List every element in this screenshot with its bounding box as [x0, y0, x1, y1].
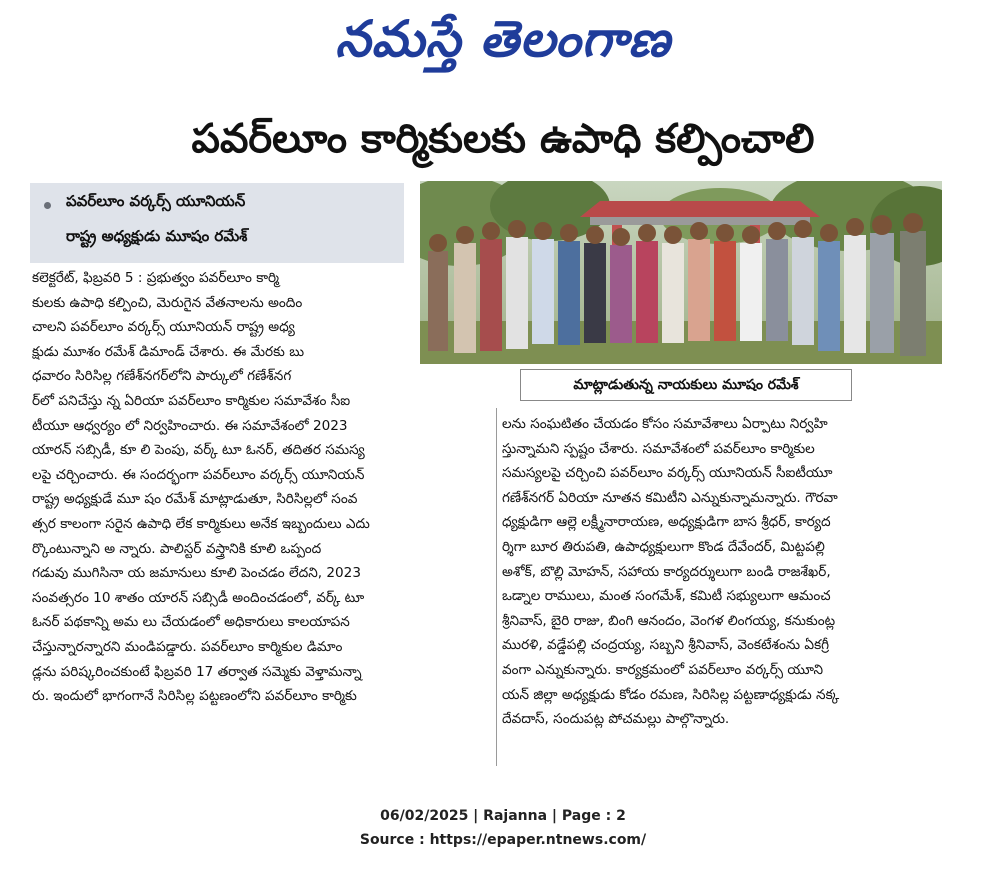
text-line: చాలని పవర్‌లూం వర్కర్స్ యూనియన్ రాష్ట్ర అధ్య	[32, 319, 295, 336]
text-line: ఓనర్ పథకాన్ని అమ లు చేయడంలో అధికారులు కాలయాపన	[32, 614, 350, 631]
text-line: సంవత్సరం 10 శాతం యారన్ సబ్సిడీ అందించడంలో, వర్క్ టూ	[32, 589, 365, 606]
footer-date-edition: 06/02/2025 | Rajanna | Page : 2	[380, 808, 626, 824]
text-line: ర్కొంటున్నాని అ న్నారు. పాలిస్టర్ వస్త్రానికి కూలి ఒప్పంద	[32, 540, 322, 557]
subhead-line-1: పవర్‌లూం వర్కర్స్ యూనియన్	[66, 192, 246, 210]
text-line: టీయూ ఆధ్వర్యం లో నిర్వహించారు. ఈ సమావేశంలో 2023	[32, 417, 348, 434]
text-line: లను సంఘటితం చేయడం కోసం సమావేశాలు ఏర్పాటు నిర్వహి	[502, 416, 828, 432]
text-line: శ్రీనివాస్, బైరి రాజు, బింగి ఆనందం, వెంగళ లింగయ్య, కనుకుంట్ల	[502, 612, 836, 629]
newspaper-masthead: నమస్తే తెలంగాణ	[335, 10, 671, 68]
article-column-left	[32, 266, 492, 709]
text-line: ర్శిగా బూర తిరుపతి, ఉపాధ్యక్షులుగా కొండ దేవేందర్, మిట్టపల్లి	[502, 538, 825, 555]
text-line: త్సర కాలంగా సరైన ఉపాధి లేక కార్మికులు అనేక ఇబ్బందులు ఎదు	[32, 515, 370, 532]
text-line: లపై చర్చించారు. ఈ సందర్భంగా పవర్‌లూం వర్కర్స్ యూనియన్	[32, 466, 365, 483]
text-line: క్షుడు మూశం రమేశ్ డిమాండ్ చేశారు. ఈ మేరకు బు	[32, 343, 305, 360]
text-line: ర్‌లో పనిచేస్తు న్న ఏరియా పవర్‌లూం కార్మికుల సమావేశం సీఐ	[32, 392, 351, 409]
text-line: మురళి, వడ్డేపల్లి చంద్రయ్య, సబ్బని శ్రీనివాస్, వెంకటేశంను ఏకగ్రీ	[502, 637, 830, 654]
article-headline: పవర్‌లూం కార్మికులకు ఉపాధి కల్పించాలి	[191, 116, 815, 162]
column-divider	[496, 408, 497, 766]
text-line: దేవదాస్, సందుపట్ల పోచమల్లు పాల్గొన్నారు.	[502, 711, 730, 728]
subhead-box	[30, 183, 404, 263]
article-photo	[420, 181, 942, 364]
text-line: స్తున్నామని స్పష్టం చేశారు. సమావేశంలో పవర్‌లూం కార్మికుల	[502, 440, 815, 457]
text-line: గడువు ముగిసినా య జమానులు కూలి పెంచడం లేదని, 2023	[32, 565, 361, 582]
text-line: యన్ జిల్లా అధ్యక్షుడు కోడం రమణ, సిరిసిల్ల పట్టణాధ్యక్షుడు నక్క	[502, 686, 840, 703]
text-line: ఒడ్నాల రాములు, మంత సంగమేశ్, కమిటీ సభ్యులుగా ఆమంచ	[502, 588, 831, 605]
text-line: గణేశ్‌నగర్ ఏరియా నూతన కమిటీని ఎన్నుకున్నామన్నారు. గౌరవా	[502, 489, 838, 506]
subhead-line-2: రాష్ట్ర అధ్యక్షుడు మూషం రమేశ్	[66, 227, 248, 245]
photo-group-of-people	[420, 181, 942, 364]
text-line: కలెక్టరేట్, ఫిబ్రవరి 5 : ప్రభుత్వం పవర్‌లూం కార్మి	[32, 270, 280, 286]
bullet-icon	[44, 202, 51, 209]
article-column-right	[502, 412, 980, 732]
text-line: చేస్తున్నారన్నారని మండిపడ్డారు. పవర్‌లూం కార్మికుల డిమాం	[32, 638, 343, 655]
photo-caption: మాట్లాడుతున్న నాయకులు మూషం రమేశ్	[520, 369, 852, 401]
text-line: ధవారం సిరిసిల్ల గణేశ్‌నగర్‌లోని పార్కులో గణేశ్‌నగ	[32, 368, 292, 385]
text-line: రాష్ట్ర అధ్యక్షుడే మూ షం రమేశ్ మాట్లాడుతూ, సిరిసిల్లలో సంవ	[32, 491, 358, 508]
text-line: డ్లను పరిష్కరించకుంటే ఫిబ్రవరి 17 తర్వాత సమ్మెకు వెళ్తామన్నా	[32, 663, 362, 680]
text-line: రు. ఇందులో భాగంగానే సిరిసిల్ల పట్టణంలోని పవర్‌లూం కార్మికు	[32, 688, 357, 705]
text-line: యారన్ సబ్సిడీ, కూ లి పెంపు, వర్క్ టూ ఓనర్, తదితర సమస్య	[32, 442, 365, 459]
text-line: వంగా ఎన్నుకున్నారు. కార్యక్రమంలో పవర్‌లూం వర్కర్స్ యూని	[502, 661, 824, 678]
text-line: సమస్యలపై చర్చించి పవర్‌లూం వర్కర్స్ యూనియన్ సీఐటీయూ	[502, 465, 833, 482]
text-line: ధ్యక్షుడిగా ఆల్లె లక్ష్మీనారాయణ, అధ్యక్షుడిగా బాస శ్రీధర్, కార్యద	[502, 514, 831, 531]
text-line: అశోక్, బొల్లి మోహన్, సహాయ కార్యదర్శులుగా బండి రాజశేఖర్,	[502, 563, 831, 580]
footer-source: Source : https://epaper.ntnews.com/	[359, 832, 647, 848]
text-line: కులకు ఉపాధి కల్పించి, మెరుగైన వేతనాలను అందిం	[32, 294, 303, 311]
